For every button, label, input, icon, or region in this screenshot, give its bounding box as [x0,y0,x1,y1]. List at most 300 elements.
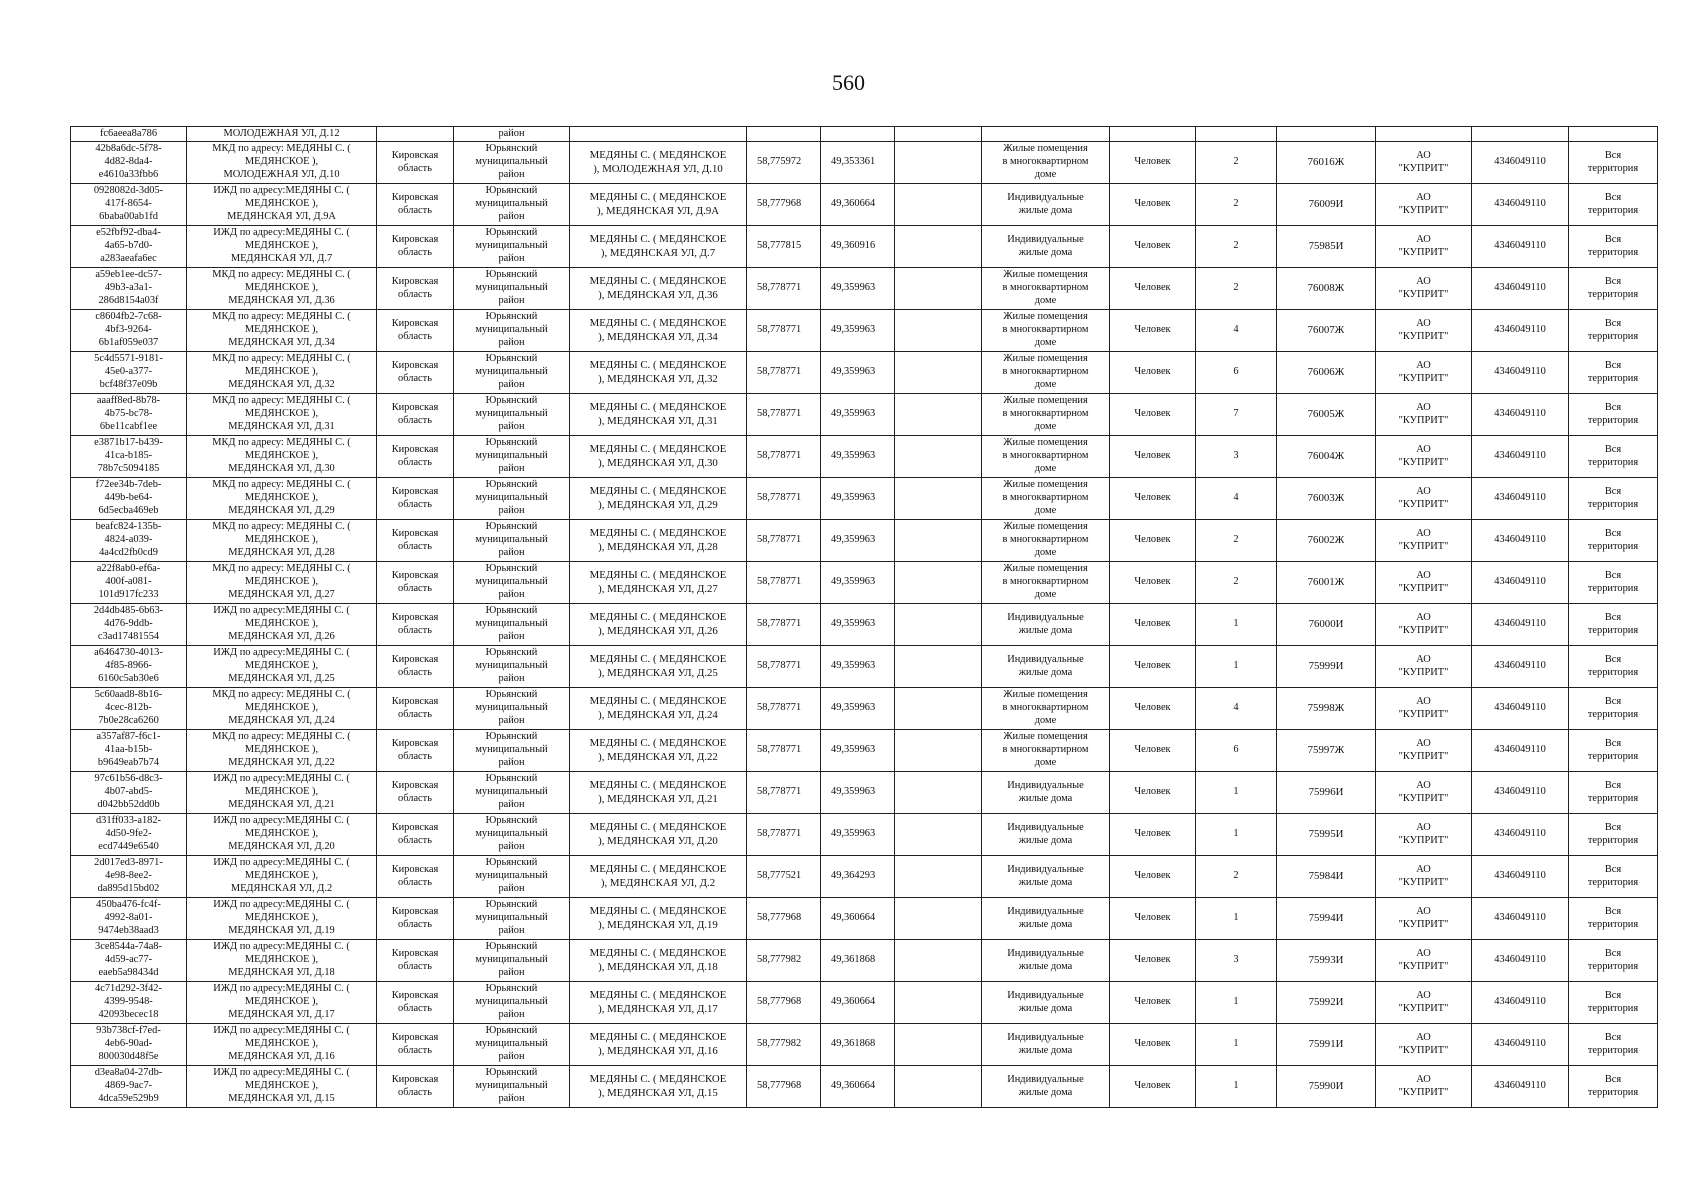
cell-count: 6 [1196,352,1277,394]
table-row [71,226,1658,268]
cell-inn: 4346049110 [1472,814,1569,856]
cell-code: 76005Ж [1277,394,1376,436]
cell-territory: Вся территория [1569,730,1658,772]
cell-org: АО "КУПРИТ" [1376,940,1472,982]
table-row [71,1066,1658,1108]
cell-object-name: МКД по адресу: МЕДЯНЫ С. ( МЕДЯНСКОЕ ), МЕДЯНСКАЯ УЛ, Д.28 [187,520,377,562]
cell-count: 1 [1196,1024,1277,1066]
table-row [71,520,1658,562]
cell-id: 2d017ed3-8971- 4e98-8ee2- da895d15bd02 [71,856,187,898]
cell-lat: 58,775972 [747,142,821,184]
cell-type: Индивидуальные жилые дома [982,898,1110,940]
cell-inn: 4346049110 [1472,856,1569,898]
cell-id: d31ff033-a182- 4d50-9fe2- ecd7449e6540 [71,814,187,856]
cell-org: АО "КУПРИТ" [1376,562,1472,604]
cell-region: Кировская область [377,310,454,352]
cell-territory: Вся территория [1569,1066,1658,1108]
cell-object-name: МКД по адресу: МЕДЯНЫ С. ( МЕДЯНСКОЕ ), МЕДЯНСКАЯ УЛ, Д.29 [187,478,377,520]
cell-lat: 58,778771 [747,478,821,520]
cell-territory: Вся территория [1569,940,1658,982]
cell-empty [895,1066,982,1108]
cell-code: 76001Ж [1277,562,1376,604]
cell-district: Юрьянский муниципальный район [454,604,570,646]
cell-count: 1 [1196,772,1277,814]
cell-inn: 4346049110 [1472,478,1569,520]
cell-district: Юрьянский муниципальный район [454,814,570,856]
cell-org: АО "КУПРИТ" [1376,1024,1472,1066]
cell-empty [895,898,982,940]
cell-lon: 49,359963 [821,268,895,310]
cell-address: МЕДЯНЫ С. ( МЕДЯНСКОЕ ), МЕДЯНСКАЯ УЛ, Д.30 [570,436,747,478]
cell-id: c8604fb2-7c68- 4bf3-9264- 6b1af059e037 [71,310,187,352]
cell-object-name: МКД по адресу: МЕДЯНЫ С. ( МЕДЯНСКОЕ ), МОЛОДЕЖНАЯ УЛ, Д.10 [187,142,377,184]
cell-empty [895,142,982,184]
cell-inn: 4346049110 [1472,562,1569,604]
cell-address: МЕДЯНЫ С. ( МЕДЯНСКОЕ ), МЕДЯНСКАЯ УЛ, Д.16 [570,1024,747,1066]
cell-lon: 49,361868 [821,1024,895,1066]
table-row [71,646,1658,688]
cell-address: МЕДЯНЫ С. ( МЕДЯНСКОЕ ), МЕДЯНСКАЯ УЛ, Д.32 [570,352,747,394]
cell-type: Жилые помещения в многоквартирном доме [982,310,1110,352]
cell-inn: 4346049110 [1472,352,1569,394]
cell-lon: 49,360664 [821,184,895,226]
cell-address: МЕДЯНЫ С. ( МЕДЯНСКОЕ ), МОЛОДЕЖНАЯ УЛ, Д.10 [570,142,747,184]
cell-object-name: МКД по адресу: МЕДЯНЫ С. ( МЕДЯНСКОЕ ), МЕДЯНСКАЯ УЛ, Д.34 [187,310,377,352]
cell-object-name: МОЛОДЕЖНАЯ УЛ, Д.12 [187,127,377,142]
cell-empty [895,982,982,1024]
cell-code: 76006Ж [1277,352,1376,394]
cell-org: АО "КУПРИТ" [1376,604,1472,646]
cell-region: Кировская область [377,142,454,184]
cell-org: АО "КУПРИТ" [1376,814,1472,856]
cell-count: 2 [1196,520,1277,562]
cell-address: МЕДЯНЫ С. ( МЕДЯНСКОЕ ), МЕДЯНСКАЯ УЛ, Д.24 [570,688,747,730]
cell-region: Кировская область [377,814,454,856]
cell-id: f72ee34b-7deb- 449b-be64- 6d5ecba469eb [71,478,187,520]
cell-district: Юрьянский муниципальный район [454,730,570,772]
cell-id: 93b738cf-f7ed- 4eb6-90ad- 800030d48f5e [71,1024,187,1066]
table-row [71,688,1658,730]
cell-lon [821,127,895,142]
cell-lon: 49,359963 [821,520,895,562]
cell-id: beafc824-135b- 4824-a039- 4a4cd2fb0cd9 [71,520,187,562]
cell-lat: 58,777968 [747,898,821,940]
cell-district: Юрьянский муниципальный район [454,562,570,604]
cell-object-name: МКД по адресу: МЕДЯНЫ С. ( МЕДЯНСКОЕ ), МЕДЯНСКАЯ УЛ, Д.22 [187,730,377,772]
cell-count: 2 [1196,268,1277,310]
cell-address: МЕДЯНЫ С. ( МЕДЯНСКОЕ ), МЕДЯНСКАЯ УЛ, Д.2 [570,856,747,898]
cell-unit: Человек [1110,478,1196,520]
cell-region: Кировская область [377,1066,454,1108]
page-number: 560 [832,70,865,95]
cell-address: МЕДЯНЫ С. ( МЕДЯНСКОЕ ), МЕДЯНСКАЯ УЛ, Д.18 [570,940,747,982]
cell-lon: 49,359963 [821,352,895,394]
cell-region: Кировская область [377,772,454,814]
cell-lat: 58,777521 [747,856,821,898]
cell-org: АО "КУПРИТ" [1376,142,1472,184]
cell-district: Юрьянский муниципальный район [454,1066,570,1108]
cell-inn: 4346049110 [1472,604,1569,646]
cell-region: Кировская область [377,394,454,436]
cell-object-name: МКД по адресу: МЕДЯНЫ С. ( МЕДЯНСКОЕ ), МЕДЯНСКАЯ УЛ, Д.36 [187,268,377,310]
cell-unit [1110,127,1196,142]
cell-lat: 58,778771 [747,772,821,814]
cell-district: Юрьянский муниципальный район [454,478,570,520]
cell-type: Жилые помещения в многоквартирном доме [982,688,1110,730]
cell-code: 75990И [1277,1066,1376,1108]
cell-address: МЕДЯНЫ С. ( МЕДЯНСКОЕ ), МЕДЯНСКАЯ УЛ, Д.17 [570,982,747,1024]
cell-region: Кировская область [377,436,454,478]
cell-inn: 4346049110 [1472,436,1569,478]
cell-code: 75991И [1277,1024,1376,1066]
cell-id: 97c61b56-d8c3- 4b07-abd5- d042bb52dd0b [71,772,187,814]
cell-territory: Вся территория [1569,352,1658,394]
cell-lat: 58,778771 [747,646,821,688]
cell-type: Жилые помещения в многоквартирном доме [982,268,1110,310]
cell-lon: 49,360664 [821,982,895,1024]
cell-type: Индивидуальные жилые дома [982,184,1110,226]
cell-inn: 4346049110 [1472,982,1569,1024]
cell-object-name: ИЖД по адресу:МЕДЯНЫ С. ( МЕДЯНСКОЕ ), МЕДЯНСКАЯ УЛ, Д.19 [187,898,377,940]
cell-count: 4 [1196,478,1277,520]
cell-type: Жилые помещения в многоквартирном доме [982,520,1110,562]
cell-object-name: ИЖД по адресу:МЕДЯНЫ С. ( МЕДЯНСКОЕ ), МЕДЯНСКАЯ УЛ, Д.20 [187,814,377,856]
cell-region: Кировская область [377,268,454,310]
cell-type: Индивидуальные жилые дома [982,814,1110,856]
cell-org: АО "КУПРИТ" [1376,184,1472,226]
cell-address: МЕДЯНЫ С. ( МЕДЯНСКОЕ ), МЕДЯНСКАЯ УЛ, Д.22 [570,730,747,772]
cell-district: Юрьянский муниципальный район [454,1024,570,1066]
cell-unit: Человек [1110,646,1196,688]
cell-count: 3 [1196,940,1277,982]
cell-inn: 4346049110 [1472,226,1569,268]
cell-lon: 49,360664 [821,1066,895,1108]
cell-district: Юрьянский муниципальный район [454,142,570,184]
cell-id: e3871b17-b439- 41ca-b185- 78b7c5094185 [71,436,187,478]
cell-address [570,127,747,142]
cell-code: 76003Ж [1277,478,1376,520]
cell-lon: 49,359963 [821,562,895,604]
cell-empty [895,226,982,268]
cell-unit: Человек [1110,352,1196,394]
cell-object-name: ИЖД по адресу:МЕДЯНЫ С. ( МЕДЯНСКОЕ ), МЕДЯНСКАЯ УЛ, Д.2 [187,856,377,898]
cell-region: Кировская область [377,184,454,226]
cell-lat: 58,777968 [747,982,821,1024]
cell-district: Юрьянский муниципальный район [454,520,570,562]
cell-org: АО "КУПРИТ" [1376,856,1472,898]
cell-district: Юрьянский муниципальный район [454,688,570,730]
cell-territory: Вся территория [1569,268,1658,310]
cell-unit: Человек [1110,310,1196,352]
cell-empty [895,688,982,730]
cell-object-name: ИЖД по адресу:МЕДЯНЫ С. ( МЕДЯНСКОЕ ), МЕДЯНСКАЯ УЛ, Д.7 [187,226,377,268]
cell-lat: 58,777968 [747,1066,821,1108]
cell-inn: 4346049110 [1472,646,1569,688]
cell-org: АО "КУПРИТ" [1376,730,1472,772]
table-row [71,436,1658,478]
cell-lat: 58,777815 [747,226,821,268]
table-row [71,394,1658,436]
cell-id: 3ce8544a-74a8- 4d59-ac77- eaeb5a98434d [71,940,187,982]
cell-org: АО "КУПРИТ" [1376,646,1472,688]
cell-id: a22f8ab0-ef6a- 400f-a081- 101d917fc233 [71,562,187,604]
cell-unit: Человек [1110,940,1196,982]
cell-unit: Человек [1110,982,1196,1024]
cell-empty [895,562,982,604]
cell-district: район [454,127,570,142]
cell-region: Кировская область [377,478,454,520]
cell-count: 7 [1196,394,1277,436]
cell-unit: Человек [1110,814,1196,856]
cell-inn: 4346049110 [1472,1024,1569,1066]
cell-type: Жилые помещения в многоквартирном доме [982,142,1110,184]
cell-object-name: ИЖД по адресу:МЕДЯНЫ С. ( МЕДЯНСКОЕ ), МЕДЯНСКАЯ УЛ, Д.21 [187,772,377,814]
cell-count: 1 [1196,646,1277,688]
cell-count [1196,127,1277,142]
cell-code: 75992И [1277,982,1376,1024]
cell-code: 75994И [1277,898,1376,940]
table-row [71,268,1658,310]
cell-empty [895,604,982,646]
cell-object-name: МКД по адресу: МЕДЯНЫ С. ( МЕДЯНСКОЕ ), МЕДЯНСКАЯ УЛ, Д.24 [187,688,377,730]
cell-org: АО "КУПРИТ" [1376,310,1472,352]
cell-inn: 4346049110 [1472,310,1569,352]
cell-lon: 49,359963 [821,478,895,520]
cell-type: Жилые помещения в многоквартирном доме [982,352,1110,394]
cell-lat: 58,778771 [747,520,821,562]
cell-region: Кировская область [377,562,454,604]
cell-region [377,127,454,142]
cell-lat: 58,778771 [747,604,821,646]
cell-code: 75999И [1277,646,1376,688]
cell-count: 1 [1196,814,1277,856]
cell-empty [895,646,982,688]
cell-lat: 58,777982 [747,1024,821,1066]
cell-id: aaaff8ed-8b78- 4b75-bc78- 6be11cabf1ee [71,394,187,436]
cell-empty [895,1024,982,1066]
cell-lat: 58,778771 [747,814,821,856]
cell-object-name: МКД по адресу: МЕДЯНЫ С. ( МЕДЯНСКОЕ ), МЕДЯНСКАЯ УЛ, Д.30 [187,436,377,478]
cell-address: МЕДЯНЫ С. ( МЕДЯНСКОЕ ), МЕДЯНСКАЯ УЛ, Д.19 [570,898,747,940]
cell-unit: Человек [1110,184,1196,226]
table-row-partial [71,127,1658,142]
cell-code: 76004Ж [1277,436,1376,478]
cell-unit: Человек [1110,688,1196,730]
cell-territory: Вся территория [1569,436,1658,478]
cell-empty [895,268,982,310]
table-row [71,184,1658,226]
cell-lat: 58,778771 [747,310,821,352]
cell-id: 450ba476-fc4f- 4992-8a01- 9474eb38aad3 [71,898,187,940]
cell-region: Кировская область [377,898,454,940]
cell-code: 75998Ж [1277,688,1376,730]
cell-empty [895,772,982,814]
cell-count: 2 [1196,562,1277,604]
cell-count: 3 [1196,436,1277,478]
cell-territory: Вся территория [1569,814,1658,856]
cell-lon: 49,359963 [821,310,895,352]
cell-type: Индивидуальные жилые дома [982,940,1110,982]
cell-address: МЕДЯНЫ С. ( МЕДЯНСКОЕ ), МЕДЯНСКАЯ УЛ, Д.26 [570,604,747,646]
cell-empty [895,730,982,772]
cell-type: Жилые помещения в многоквартирном доме [982,478,1110,520]
cell-region: Кировская область [377,1024,454,1066]
cell-type [982,127,1110,142]
cell-object-name: МКД по адресу: МЕДЯНЫ С. ( МЕДЯНСКОЕ ), МЕДЯНСКАЯ УЛ, Д.31 [187,394,377,436]
cell-unit: Человек [1110,562,1196,604]
cell-lon: 49,359963 [821,436,895,478]
table-body [71,127,1658,1108]
cell-territory: Вся территория [1569,142,1658,184]
cell-address: МЕДЯНЫ С. ( МЕДЯНСКОЕ ), МЕДЯНСКАЯ УЛ, Д.29 [570,478,747,520]
cell-org: АО "КУПРИТ" [1376,688,1472,730]
cell-unit: Человек [1110,604,1196,646]
cell-inn [1472,127,1569,142]
table-row [71,142,1658,184]
cell-org: АО "КУПРИТ" [1376,1066,1472,1108]
cell-count: 1 [1196,1066,1277,1108]
cell-count: 2 [1196,184,1277,226]
cell-region: Кировская область [377,982,454,1024]
cell-empty [895,127,982,142]
cell-empty [895,856,982,898]
cell-unit: Человек [1110,1024,1196,1066]
cell-type: Индивидуальные жилые дома [982,772,1110,814]
cell-lon: 49,359963 [821,814,895,856]
cell-type: Индивидуальные жилые дома [982,646,1110,688]
cell-count: 1 [1196,982,1277,1024]
cell-district: Юрьянский муниципальный район [454,268,570,310]
cell-address: МЕДЯНЫ С. ( МЕДЯНСКОЕ ), МЕДЯНСКАЯ УЛ, Д.9А [570,184,747,226]
cell-code: 76007Ж [1277,310,1376,352]
cell-id: 0928082d-3d05- 417f-8654- 6baba00ab1fd [71,184,187,226]
cell-territory: Вся территория [1569,898,1658,940]
cell-territory: Вся территория [1569,562,1658,604]
cell-district: Юрьянский муниципальный район [454,646,570,688]
cell-unit: Человек [1110,730,1196,772]
cell-empty [895,940,982,982]
cell-territory: Вся территория [1569,520,1658,562]
cell-address: МЕДЯНЫ С. ( МЕДЯНСКОЕ ), МЕДЯНСКАЯ УЛ, Д.36 [570,268,747,310]
cell-lon: 49,359963 [821,646,895,688]
cell-object-name: ИЖД по адресу:МЕДЯНЫ С. ( МЕДЯНСКОЕ ), МЕДЯНСКАЯ УЛ, Д.16 [187,1024,377,1066]
cell-unit: Человек [1110,1066,1196,1108]
cell-empty [895,394,982,436]
cell-district: Юрьянский муниципальный район [454,394,570,436]
cell-address: МЕДЯНЫ С. ( МЕДЯНСКОЕ ), МЕДЯНСКАЯ УЛ, Д.7 [570,226,747,268]
cell-code: 76002Ж [1277,520,1376,562]
cell-region: Кировская область [377,646,454,688]
cell-district: Юрьянский муниципальный район [454,772,570,814]
cell-id: 2d4db485-6b63- 4d76-9ddb- c3ad17481554 [71,604,187,646]
table-row [71,730,1658,772]
cell-type: Индивидуальные жилые дома [982,226,1110,268]
cell-org: АО "КУПРИТ" [1376,982,1472,1024]
cell-unit: Человек [1110,898,1196,940]
cell-territory [1569,127,1658,142]
cell-lon: 49,361868 [821,940,895,982]
cell-address: МЕДЯНЫ С. ( МЕДЯНСКОЕ ), МЕДЯНСКАЯ УЛ, Д.34 [570,310,747,352]
table-row [71,772,1658,814]
cell-district: Юрьянский муниципальный район [454,898,570,940]
table-row [71,982,1658,1024]
cell-code: 76000И [1277,604,1376,646]
cell-code: 76009И [1277,184,1376,226]
cell-address: МЕДЯНЫ С. ( МЕДЯНСКОЕ ), МЕДЯНСКАЯ УЛ, Д.28 [570,520,747,562]
cell-lon: 49,359963 [821,688,895,730]
cell-inn: 4346049110 [1472,898,1569,940]
cell-object-name: ИЖД по адресу:МЕДЯНЫ С. ( МЕДЯНСКОЕ ), МЕДЯНСКАЯ УЛ, Д.26 [187,604,377,646]
cell-lat: 58,778771 [747,352,821,394]
cell-empty [895,184,982,226]
cell-org [1376,127,1472,142]
table-row [71,940,1658,982]
cell-region: Кировская область [377,520,454,562]
cell-territory: Вся территория [1569,478,1658,520]
cell-type: Жилые помещения в многоквартирном доме [982,436,1110,478]
cell-empty [895,478,982,520]
cell-inn: 4346049110 [1472,688,1569,730]
cell-territory: Вся территория [1569,310,1658,352]
cell-unit: Человек [1110,520,1196,562]
cell-region: Кировская область [377,940,454,982]
cell-id: a357af87-f6c1- 41aa-b15b- b9649eab7b74 [71,730,187,772]
cell-org: АО "КУПРИТ" [1376,478,1472,520]
cell-count: 2 [1196,142,1277,184]
cell-id: fc6aeea8a786 [71,127,187,142]
cell-address: МЕДЯНЫ С. ( МЕДЯНСКОЕ ), МЕДЯНСКАЯ УЛ, Д.25 [570,646,747,688]
cell-lat [747,127,821,142]
cell-address: МЕДЯНЫ С. ( МЕДЯНСКОЕ ), МЕДЯНСКАЯ УЛ, Д.31 [570,394,747,436]
cell-org: АО "КУПРИТ" [1376,898,1472,940]
cell-unit: Человек [1110,226,1196,268]
cell-org: АО "КУПРИТ" [1376,352,1472,394]
cell-type: Индивидуальные жилые дома [982,1066,1110,1108]
cell-code: 75985И [1277,226,1376,268]
cell-unit: Человек [1110,268,1196,310]
cell-unit: Человек [1110,436,1196,478]
cell-inn: 4346049110 [1472,520,1569,562]
cell-org: АО "КУПРИТ" [1376,772,1472,814]
cell-count: 2 [1196,226,1277,268]
cell-count: 6 [1196,730,1277,772]
cell-territory: Вся территория [1569,688,1658,730]
cell-territory: Вся территория [1569,772,1658,814]
cell-lat: 58,778771 [747,436,821,478]
cell-lon: 49,360664 [821,898,895,940]
table-row [71,352,1658,394]
cell-district: Юрьянский муниципальный район [454,982,570,1024]
cell-lat: 58,777968 [747,184,821,226]
cell-code: 75993И [1277,940,1376,982]
cell-code: 76008Ж [1277,268,1376,310]
table-row [71,1024,1658,1066]
cell-object-name: ИЖД по адресу:МЕДЯНЫ С. ( МЕДЯНСКОЕ ), МЕДЯНСКАЯ УЛ, Д.17 [187,982,377,1024]
cell-count: 2 [1196,856,1277,898]
cell-id: a59eb1ee-dc57- 49b3-a3a1- 286d8154a03f [71,268,187,310]
cell-lon: 49,359963 [821,604,895,646]
cell-lat: 58,778771 [747,394,821,436]
cell-lon: 49,364293 [821,856,895,898]
table-row [71,310,1658,352]
cell-empty [895,310,982,352]
cell-district: Юрьянский муниципальный район [454,856,570,898]
cell-object-name: ИЖД по адресу:МЕДЯНЫ С. ( МЕДЯНСКОЕ ), МЕДЯНСКАЯ УЛ, Д.25 [187,646,377,688]
cell-empty [895,814,982,856]
cell-district: Юрьянский муниципальный район [454,310,570,352]
cell-address: МЕДЯНЫ С. ( МЕДЯНСКОЕ ), МЕДЯНСКАЯ УЛ, Д.21 [570,772,747,814]
cell-inn: 4346049110 [1472,184,1569,226]
